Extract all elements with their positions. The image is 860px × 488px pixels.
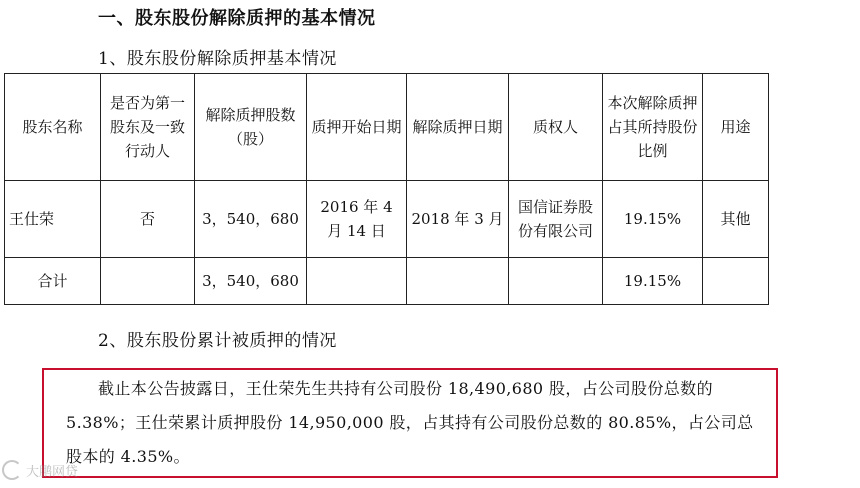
header-cell: 股东名称 [5, 74, 101, 181]
section2-title: 2、股东股份累计被质押的情况 [98, 331, 337, 351]
main-heading: 一、股东股份解除质押的基本情况 [98, 8, 376, 29]
total-shares: 3，540，680 [195, 258, 307, 305]
table-total-row [5, 258, 769, 305]
empty-cell [407, 258, 509, 305]
empty-cell [509, 258, 603, 305]
empty-cell [101, 258, 195, 305]
total-ratio: 19.15% [603, 258, 703, 305]
section1-title: 1、股东股份解除质押基本情况 [98, 49, 337, 69]
empty-cell [703, 258, 769, 305]
watermark-logo [2, 458, 122, 482]
header-cell: 质权人 [509, 74, 603, 181]
table-row [5, 181, 769, 258]
header-cell: 是否为第一股东及一致行动人 [101, 74, 195, 181]
release-ratio: 19.15% [603, 181, 703, 258]
purpose: 其他 [703, 181, 769, 258]
empty-cell [307, 258, 407, 305]
header-cell: 质押开始日期 [307, 74, 407, 181]
release-date: 2018 年 3 月 [407, 181, 509, 258]
pledge-release-table [4, 73, 769, 305]
header-cell: 解除质押日期 [407, 74, 509, 181]
header-cell: 用途 [703, 74, 769, 181]
is-first-shareholder: 否 [101, 181, 195, 258]
table-header-row [5, 74, 769, 181]
paragraph-text: 截止本公告披露日，王仕荣先生共持有公司股份 18,490,680 股，占公司股份总数的 5.38%；王仕荣累计质押股份 14,950,000 股，占其持有公司股份总数的 80.85%，占公司总股本的 4.35%。 [66, 379, 754, 466]
watermark-text: 大鹏网贷 [26, 464, 79, 480]
shareholder-name: 王仕荣 [5, 181, 101, 258]
swirl-icon [2, 460, 22, 480]
cumulative-pledge-paragraph [66, 372, 766, 474]
pledge-start-date: 2016 年 4 月 14 日 [307, 181, 407, 258]
total-label: 合计 [5, 258, 101, 305]
released-shares: 3，540，680 [195, 181, 307, 258]
pledgee: 国信证券股份有限公司 [509, 181, 603, 258]
header-cell: 解除质押股数（股） [195, 74, 307, 181]
header-cell: 本次解除质押占其所持股份比例 [603, 74, 703, 181]
